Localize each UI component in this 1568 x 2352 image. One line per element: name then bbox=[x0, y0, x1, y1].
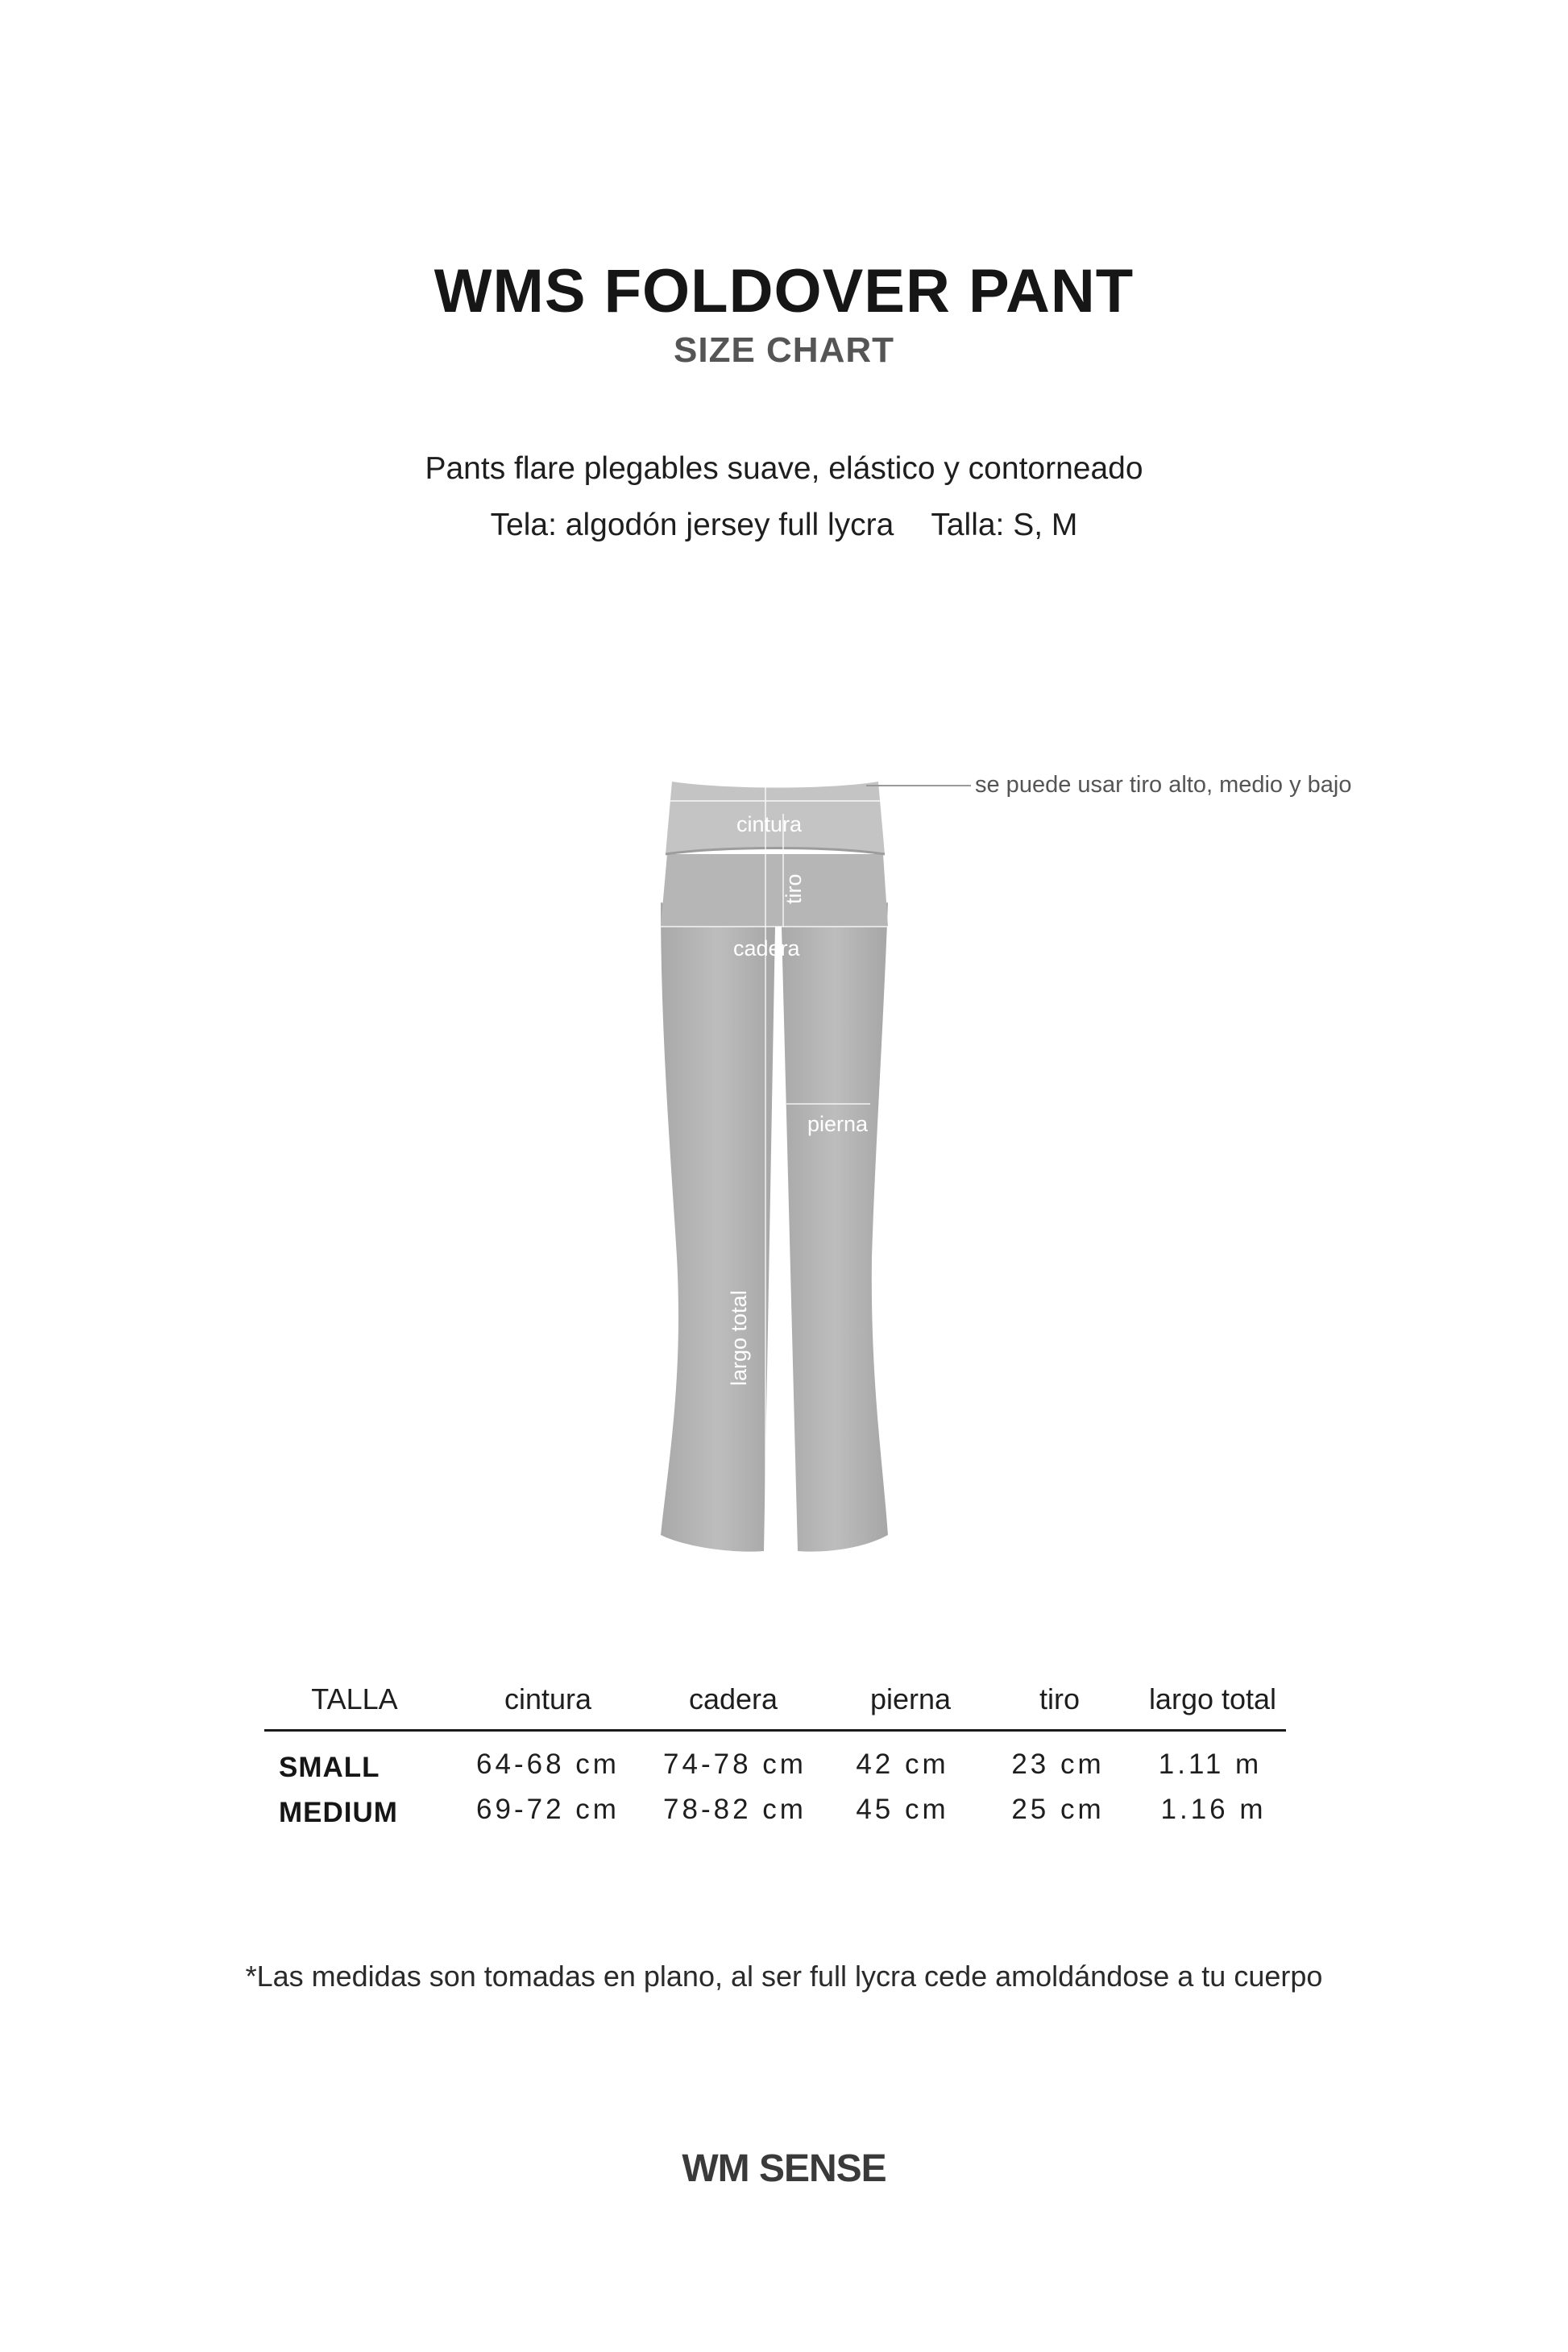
fabric-info: Tela: algodón jersey full lycra bbox=[490, 508, 894, 542]
row-tiro: 25 cm bbox=[1011, 1794, 1105, 1825]
pant-hip bbox=[661, 854, 888, 927]
header-largo-total: largo total bbox=[1148, 1682, 1277, 1715]
row-cadera: 78-82 cm bbox=[663, 1794, 807, 1825]
label-cintura: cintura bbox=[736, 812, 803, 836]
row-talla: SMALL bbox=[279, 1752, 380, 1783]
label-pierna: pierna bbox=[807, 1112, 869, 1136]
label-largo-total: largo total bbox=[727, 1290, 751, 1386]
row-cadera: 74-78 cm bbox=[663, 1748, 807, 1780]
row-largo-total: 1.16 m bbox=[1160, 1794, 1267, 1825]
product-description: Pants flare plegables suave, elástico y contorneado bbox=[425, 451, 1143, 486]
row-talla: MEDIUM bbox=[279, 1797, 398, 1828]
pant-right-leg bbox=[782, 902, 888, 1552]
table-header-rule bbox=[264, 1729, 1286, 1732]
pant-illustration bbox=[628, 765, 983, 1587]
row-cintura: 64-68 cm bbox=[476, 1748, 620, 1780]
footnote: *Las medidas son tomadas en plano, al ser full lycra cede amoldándose a tu cuerpo bbox=[245, 1960, 1323, 1993]
rise-note: se puede usar tiro alto, medio y bajo bbox=[975, 772, 1352, 798]
header-tiro: tiro bbox=[1039, 1682, 1080, 1715]
label-cadera: cadera bbox=[733, 936, 800, 960]
header-cintura: cintura bbox=[504, 1682, 592, 1715]
header-cadera: cadera bbox=[688, 1682, 778, 1715]
row-pierna: 45 cm bbox=[856, 1794, 949, 1825]
sizes-info: Talla: S, M bbox=[931, 508, 1078, 542]
page-title: WMS FOLDOVER PANT bbox=[433, 257, 1135, 326]
brand-logo: WM SENSE bbox=[682, 2147, 886, 2190]
page-subtitle: SIZE CHART bbox=[674, 330, 894, 370]
pant-left-leg bbox=[661, 902, 775, 1552]
header-pierna: pierna bbox=[869, 1682, 952, 1715]
header-talla: TALLA bbox=[311, 1682, 398, 1715]
label-tiro: tiro bbox=[782, 873, 806, 904]
product-details bbox=[0, 508, 1568, 543]
row-pierna: 42 cm bbox=[856, 1748, 949, 1780]
row-tiro: 23 cm bbox=[1011, 1748, 1105, 1780]
row-cintura: 69-72 cm bbox=[476, 1794, 620, 1825]
row-largo-total: 1.11 m bbox=[1158, 1748, 1263, 1780]
